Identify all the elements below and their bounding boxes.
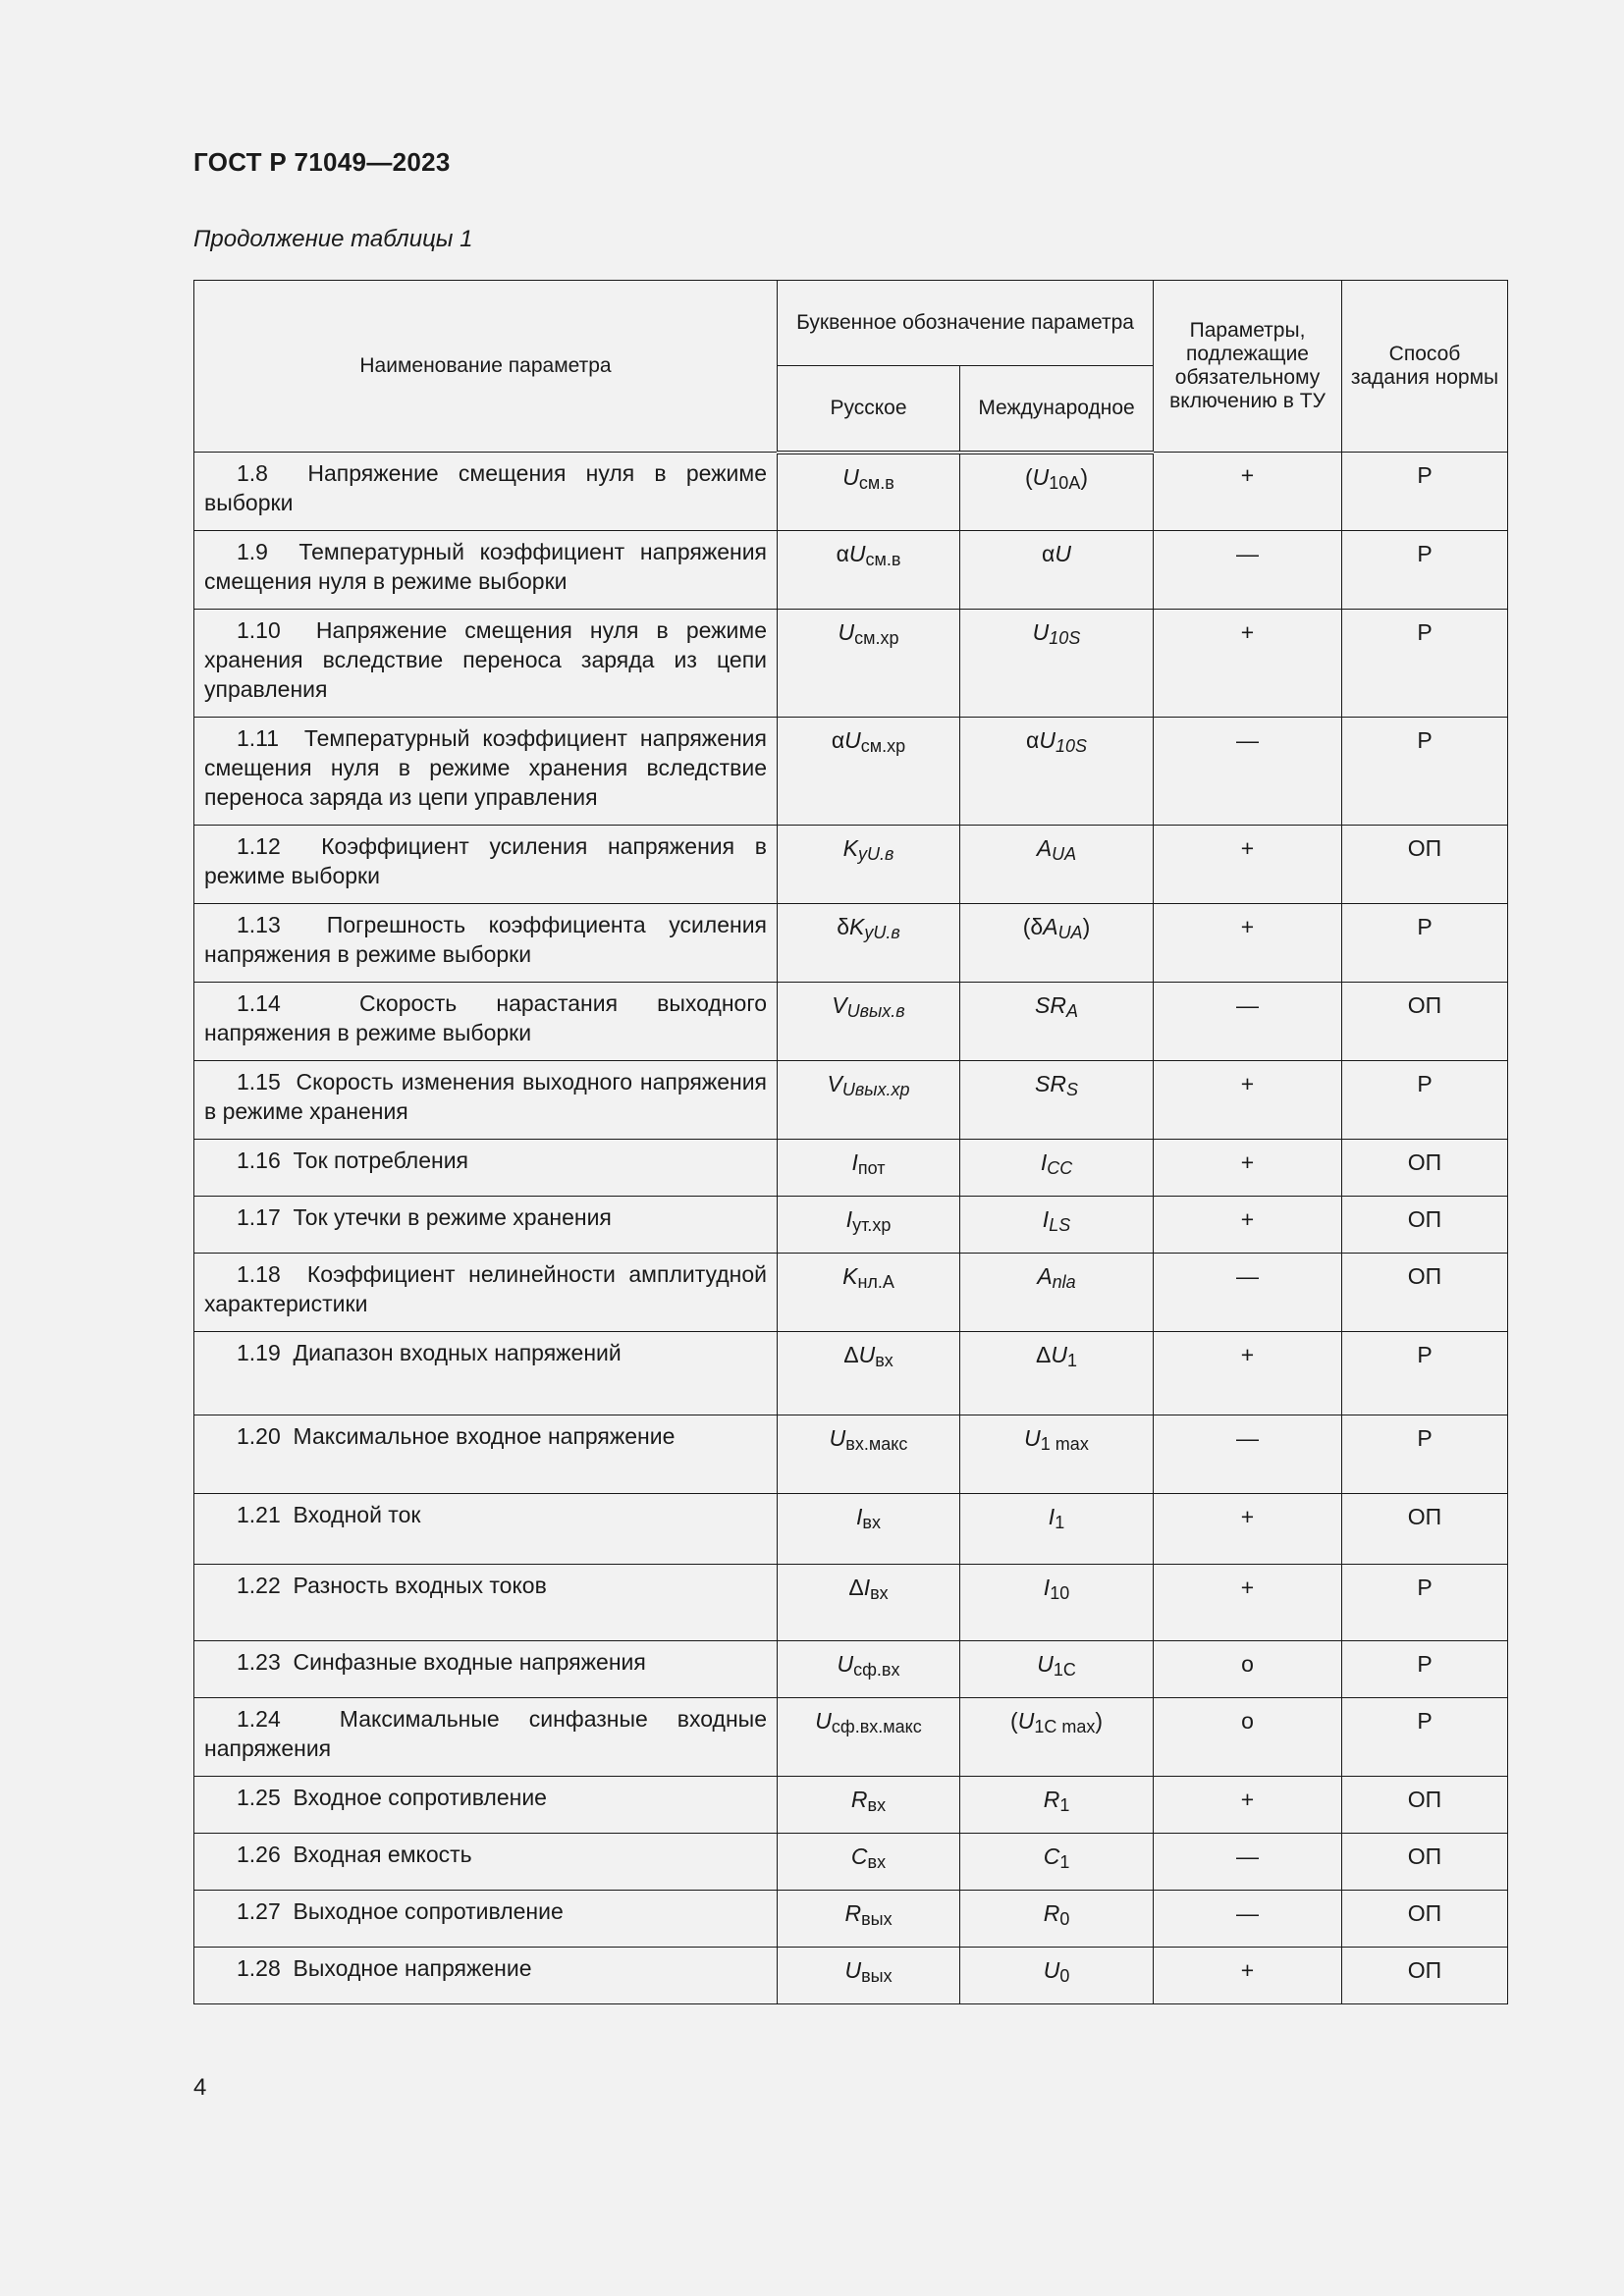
- param-number: 1.24: [237, 1706, 281, 1732]
- param-name: Температурный коэффициент напряжения смещения нуля в режиме хранения вследствие переноса заряда из цепи управления: [204, 725, 767, 810]
- col-header-tu: Параметры, подлежащие обязательному включению в ТУ: [1154, 281, 1342, 453]
- symbol-russian: $I_{вх}$: [778, 1494, 960, 1565]
- norm-method: ОП: [1342, 1948, 1508, 2004]
- symbol-russian: $\delta K_{уU.в}$: [778, 904, 960, 983]
- symbol-international: $U_{1C}$: [960, 1641, 1154, 1698]
- param-name: Входная емкость: [293, 1842, 472, 1867]
- col-header-international: Международное: [960, 366, 1154, 453]
- param-number: 1.21: [237, 1502, 281, 1527]
- norm-method: ОП: [1342, 1254, 1508, 1332]
- col-header-russian: Русское: [778, 366, 960, 453]
- table-row: [194, 1777, 1508, 1834]
- norm-method: Р: [1342, 531, 1508, 610]
- table-row: [194, 1641, 1508, 1698]
- col-header-norm: Способ задания нормы: [1342, 281, 1508, 453]
- tu-inclusion: +: [1154, 1565, 1342, 1641]
- table-row: [194, 1254, 1508, 1332]
- table-row: [194, 1061, 1508, 1140]
- table-row: [194, 983, 1508, 1061]
- symbol-russian: $\alpha U_{см.хр}$: [778, 718, 960, 826]
- param-name: Напряжение смещения нуля в режиме выборки: [204, 460, 767, 515]
- param-number: 1.19: [237, 1340, 281, 1365]
- param-number: 1.27: [237, 1898, 281, 1924]
- table-row: [194, 1565, 1508, 1641]
- norm-method: ОП: [1342, 1494, 1508, 1565]
- table-row: [194, 826, 1508, 904]
- param-number: 1.12: [237, 833, 281, 859]
- symbol-international: $R_0$: [960, 1891, 1154, 1948]
- param-name-cell: [194, 1698, 778, 1777]
- table-row: [194, 718, 1508, 826]
- param-name: Погрешность коэффициента усиления напряжения в режиме выборки: [204, 912, 768, 967]
- symbol-international: αU: [960, 531, 1154, 610]
- param-name-cell: [194, 1641, 778, 1698]
- param-number: 1.16: [237, 1148, 281, 1173]
- param-name-cell: [194, 1494, 778, 1565]
- symbol-international: $(\delta A_{UA})$: [960, 904, 1154, 983]
- norm-method: Р: [1342, 904, 1508, 983]
- param-name: Выходное сопротивление: [293, 1898, 564, 1924]
- table-row: [194, 1494, 1508, 1565]
- document-title: ГОСТ Р 71049—2023: [193, 147, 451, 177]
- tu-inclusion: +: [1154, 610, 1342, 718]
- param-name-cell: [194, 1834, 778, 1891]
- symbol-russian: $K_{уU.в}$: [778, 826, 960, 904]
- tu-inclusion: —: [1154, 531, 1342, 610]
- param-number: 1.9: [237, 539, 268, 564]
- table-row: [194, 1698, 1508, 1777]
- symbol-international: $(U_{10A})$: [960, 453, 1154, 531]
- tu-inclusion: +: [1154, 1777, 1342, 1834]
- norm-method: Р: [1342, 610, 1508, 718]
- param-number: 1.25: [237, 1785, 281, 1810]
- tu-inclusion: +: [1154, 826, 1342, 904]
- symbol-international: $I_{10}$: [960, 1565, 1154, 1641]
- norm-method: ОП: [1342, 826, 1508, 904]
- symbol-russian: $I_{ут.хр}$: [778, 1197, 960, 1254]
- tu-inclusion: —: [1154, 1891, 1342, 1948]
- param-name: Скорость нарастания выходного напряжения в режиме выборки: [204, 990, 767, 1045]
- norm-method: Р: [1342, 718, 1508, 826]
- param-number: 1.20: [237, 1423, 281, 1449]
- param-name: Разность входных токов: [293, 1573, 547, 1598]
- symbol-international: $R_1$: [960, 1777, 1154, 1834]
- param-name-cell: [194, 1197, 778, 1254]
- table-row: [194, 1948, 1508, 2004]
- param-name: Выходное напряжение: [293, 1955, 532, 1981]
- norm-method: ОП: [1342, 1197, 1508, 1254]
- col-header-letter-group: Буквенное обозначение параметра: [778, 281, 1154, 366]
- tu-inclusion: —: [1154, 1254, 1342, 1332]
- tu-inclusion: +: [1154, 1948, 1342, 2004]
- norm-method: ОП: [1342, 1891, 1508, 1948]
- symbol-russian: $\Delta I_{вх}$: [778, 1565, 960, 1641]
- parameters-table: [193, 280, 1508, 2004]
- param-name: Максимальное входное напряжение: [293, 1423, 676, 1449]
- table-body: [194, 453, 1508, 2004]
- tu-inclusion: +: [1154, 1061, 1342, 1140]
- param-name: Ток потребления: [293, 1148, 468, 1173]
- tu-inclusion: —: [1154, 983, 1342, 1061]
- param-name: Ток утечки в режиме хранения: [293, 1204, 612, 1230]
- param-number: 1.26: [237, 1842, 281, 1867]
- table-row: [194, 1834, 1508, 1891]
- param-name-cell: [194, 1061, 778, 1140]
- param-number: 1.22: [237, 1573, 281, 1598]
- param-name-cell: [194, 1140, 778, 1197]
- symbol-international: $I_1$: [960, 1494, 1154, 1565]
- param-name-cell: [194, 826, 778, 904]
- symbol-russian: $U_{см.хр}$: [778, 610, 960, 718]
- table-row: [194, 610, 1508, 718]
- norm-method: Р: [1342, 1565, 1508, 1641]
- symbol-russian: $\alpha U_{см.в}$: [778, 531, 960, 610]
- tu-inclusion: +: [1154, 904, 1342, 983]
- symbol-russian: $V_{Uвых.хр}$: [778, 1061, 960, 1140]
- tu-inclusion: о: [1154, 1698, 1342, 1777]
- symbol-international: $A_{nla}$: [960, 1254, 1154, 1332]
- table-row: [194, 904, 1508, 983]
- param-name-cell: [194, 983, 778, 1061]
- table-row: [194, 1140, 1508, 1197]
- tu-inclusion: +: [1154, 1197, 1342, 1254]
- norm-method: ОП: [1342, 1777, 1508, 1834]
- param-name: Скорость изменения выходного напряжения в режиме хранения: [204, 1069, 767, 1124]
- param-name-cell: [194, 904, 778, 983]
- param-name-cell: [194, 1415, 778, 1494]
- param-number: 1.13: [237, 912, 281, 937]
- symbol-russian: $I_{пот}$: [778, 1140, 960, 1197]
- param-name: Входное сопротивление: [293, 1785, 547, 1810]
- symbol-russian: $U_{сф.вх}$: [778, 1641, 960, 1698]
- param-number: 1.10: [237, 617, 281, 643]
- norm-method: Р: [1342, 453, 1508, 531]
- symbol-international: $I_{CC}$: [960, 1140, 1154, 1197]
- symbol-international: $U_{10S}$: [960, 610, 1154, 718]
- symbol-international: $C_1$: [960, 1834, 1154, 1891]
- param-name: Коэффициент нелинейности амплитудной характеристики: [204, 1261, 768, 1316]
- param-number: 1.11: [237, 725, 280, 751]
- param-name-cell: [194, 1254, 778, 1332]
- norm-method: ОП: [1342, 983, 1508, 1061]
- symbol-international: $(U_{1C max})$: [960, 1698, 1154, 1777]
- param-name: Максимальные синфазные входные напряжения: [204, 1706, 767, 1761]
- tu-inclusion: —: [1154, 1834, 1342, 1891]
- table-row: [194, 1197, 1508, 1254]
- param-number: 1.18: [237, 1261, 281, 1287]
- param-name-cell: [194, 610, 778, 718]
- param-name: Диапазон входных напряжений: [293, 1340, 622, 1365]
- symbol-russian: $R_{вых}$: [778, 1891, 960, 1948]
- tu-inclusion: о: [1154, 1641, 1342, 1698]
- tu-inclusion: +: [1154, 1494, 1342, 1565]
- param-number: 1.8: [237, 460, 268, 486]
- param-name-cell: [194, 1777, 778, 1834]
- table-caption: Продолжение таблицы 1: [193, 226, 473, 252]
- param-name-cell: [194, 1891, 778, 1948]
- tu-inclusion: +: [1154, 453, 1342, 531]
- symbol-russian: $C_{вх}$: [778, 1834, 960, 1891]
- norm-method: ОП: [1342, 1140, 1508, 1197]
- param-name-cell: [194, 1948, 778, 2004]
- param-number: 1.14: [237, 990, 281, 1016]
- param-name: Коэффициент усиления напряжения в режиме выборки: [204, 833, 768, 888]
- param-name-cell: [194, 718, 778, 826]
- table-row: [194, 1891, 1508, 1948]
- symbol-russian: $U_{вых}$: [778, 1948, 960, 2004]
- tu-inclusion: +: [1154, 1140, 1342, 1197]
- param-name-cell: [194, 1332, 778, 1415]
- param-name: Напряжение смещения нуля в режиме хранения вследствие переноса заряда из цепи управления: [204, 617, 767, 702]
- symbol-international: $A_{UA}$: [960, 826, 1154, 904]
- table-row: [194, 1332, 1508, 1415]
- symbol-russian: $\Delta U_{вх}$: [778, 1332, 960, 1415]
- norm-method: Р: [1342, 1698, 1508, 1777]
- norm-method: Р: [1342, 1061, 1508, 1140]
- symbol-international: $U_0$: [960, 1948, 1154, 2004]
- param-number: 1.17: [237, 1204, 281, 1230]
- symbol-russian: $U_{вх.макс}$: [778, 1415, 960, 1494]
- param-number: 1.23: [237, 1649, 281, 1675]
- symbol-international: $\alpha U_{10S}$: [960, 718, 1154, 826]
- param-name-cell: [194, 453, 778, 531]
- symbol-russian: $U_{сф.вх.макс}$: [778, 1698, 960, 1777]
- param-number: 1.28: [237, 1955, 281, 1981]
- param-name: Входной ток: [293, 1502, 421, 1527]
- table-row: [194, 453, 1508, 531]
- tu-inclusion: +: [1154, 1332, 1342, 1415]
- param-name-cell: [194, 1565, 778, 1641]
- norm-method: Р: [1342, 1332, 1508, 1415]
- symbol-russian: $V_{Uвых.в}$: [778, 983, 960, 1061]
- tu-inclusion: —: [1154, 718, 1342, 826]
- symbol-international: $U_{1 max}$: [960, 1415, 1154, 1494]
- param-name: Синфазные входные напряжения: [293, 1649, 646, 1675]
- table-row: [194, 531, 1508, 610]
- symbol-russian: $R_{вх}$: [778, 1777, 960, 1834]
- page-number: 4: [193, 2074, 207, 2101]
- symbol-international: $\Delta U_1$: [960, 1332, 1154, 1415]
- symbol-international: $SR_S$: [960, 1061, 1154, 1140]
- param-name-cell: [194, 531, 778, 610]
- symbol-international: $I_{LS}$: [960, 1197, 1154, 1254]
- symbol-russian: $K_{нл.А}$: [778, 1254, 960, 1332]
- norm-method: Р: [1342, 1415, 1508, 1494]
- norm-method: ОП: [1342, 1834, 1508, 1891]
- table-row: [194, 1415, 1508, 1494]
- param-name: Температурный коэффициент напряжения смещения нуля в режиме выборки: [204, 539, 767, 594]
- col-header-name: Наименование параметра: [194, 281, 778, 453]
- symbol-international: $SR_A$: [960, 983, 1154, 1061]
- tu-inclusion: —: [1154, 1415, 1342, 1494]
- param-number: 1.15: [237, 1069, 281, 1095]
- symbol-russian: $U_{см.в}$: [778, 453, 960, 531]
- norm-method: Р: [1342, 1641, 1508, 1698]
